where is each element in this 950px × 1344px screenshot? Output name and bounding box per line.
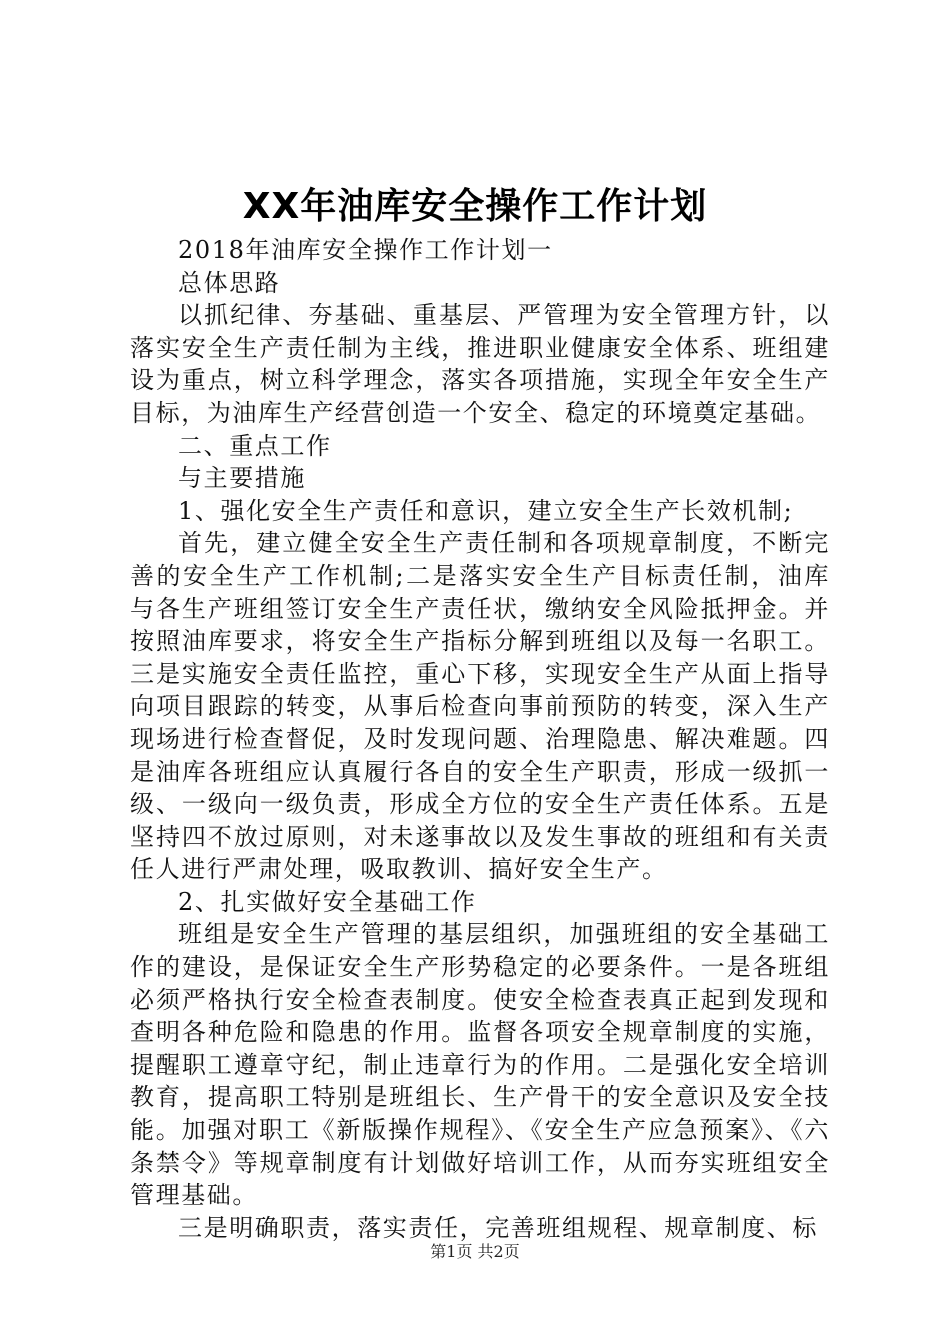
paragraph-key-work-heading: 二、重点工作 xyxy=(178,431,332,460)
paragraph-item-1-heading: 1、强化安全生产责任和意识，建立安全生产长效机制; xyxy=(178,496,794,525)
paragraph-overall-idea: 以抓纪律、夯基础、重基层、严管理为安全管理方针，以落实安全生产责任制为主线，推进职业健康安全体系、班组建设为重点，树立科学理念，落实各项措施，实现全年安全生产目标，为油库生产经营创造一个安全、稳定的环境奠定基础。 xyxy=(130,301,830,427)
paragraph-plan-heading: 2018年油库安全操作工作计划一 xyxy=(178,236,553,264)
paragraph-item-1-body: 首先，建立健全安全生产责任制和各项规章制度，不断完善的安全生产工作机制;二是落实安全生产目标责任制，油库与各生产班组签订安全生产责任状，缴纳安全风险抵押金。并按照油库要求，将安全生产指标分解到班组以及每一名职工。三是实施安全责任监控，重心下移，实现安全生产从面上指导向项目跟踪的转变，从事后检查向事前预防的转变，深入生产现场进行检查督促，及时发现问题、治理隐患、解决难题。四是油库各班组应认真履行各自的安全生产职责，形成一级抓一级、一级向一级负责，形成全方位的安全生产责任体系。五是坚持四不放过原则，对未遂事故以及发生事故的班组和有关责任人进行严肃处理，吸取教训、搞好安全生产。 xyxy=(130,529,830,884)
paragraph-overall-idea-heading: 总体思路 xyxy=(178,268,281,297)
document-title: XX年油库安全操作工作计划 xyxy=(242,186,708,227)
paragraph-item-2-heading: 2、扎实做好安全基础工作 xyxy=(178,887,477,916)
paragraph-item-3-start: 三是明确职责，落实责任，完善班组规程、规章制度、标 xyxy=(178,1213,818,1242)
paragraph-main-measures-heading: 与主要措施 xyxy=(178,464,306,493)
document-body xyxy=(130,234,830,1244)
paragraph-item-2-body: 班组是安全生产管理的基层组织，加强班组的安全基础工作的建设，是保证安全生产形势稳定的必要条件。一是各班组必须严格执行安全检查表制度。使安全检查表真正起到发现和查明各种危险和隐患的作用。监督各项安全规章制度的实施，提醒职工遵章守纪，制止违章行为的作用。二是强化安全培训教育，提高职工特别是班组长、生产骨干的安全意识及安全技能。加强对职工《新版操作规程》、《安全生产应急预案》、《六条禁令》等规章制度有计划做好培训工作，从而夯实班组安全管理基础。 xyxy=(130,920,830,1210)
page-footer: 第1页 共2页 xyxy=(430,1242,520,1261)
